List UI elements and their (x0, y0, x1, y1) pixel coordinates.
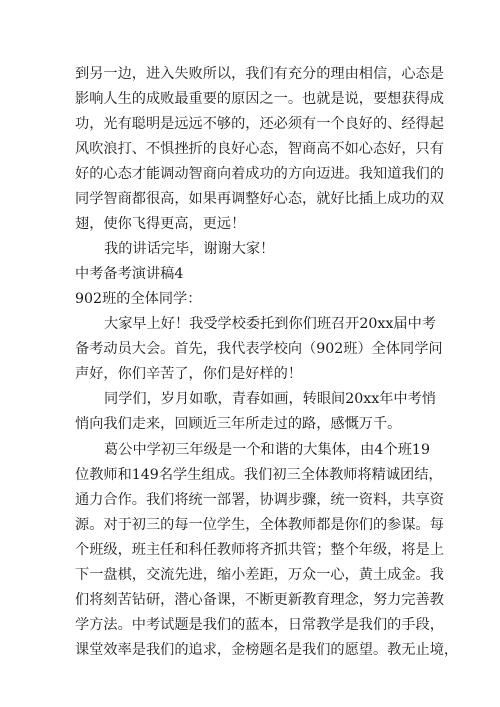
text-line: 同学智商都很高，如果再调整好心态，就好比插上成功的双 (75, 191, 444, 207)
text-line: 影响人生的成败最重要的原因之一。也就是说，要想获得成 (75, 91, 444, 107)
text-line: 同学们，岁月如歌，青春如画，转眼间20xx年中考悄 (104, 391, 436, 407)
text-line: 功，光有聪明是远远不够的，还必须有一个良好的、经得起 (75, 116, 444, 132)
text-line: 下一盘棋，交流先进，缩小差距，万众一心，黄土成金。我 (75, 567, 444, 583)
text-line: 到另一边，进入失败所以，我们有充分的理由相信，心态是 (75, 66, 444, 82)
text-line: 学方法。中考试题是我们的蓝本，日常教学是我们的手段， (75, 617, 444, 633)
text-line: 源。对于初三的每一位学生，全体教师都是你们的参谋。每 (75, 517, 444, 533)
text-line: 风吹浪打、不惧挫折的良好心态，智商高不如心态好，只有 (75, 141, 444, 157)
text-line: 翅，使你飞得更高，更远！ (75, 216, 246, 232)
text-line: 备考动员大会。首先，我代表学校向（902班）全体同学问 (75, 341, 443, 357)
text-line: 们将刻苦钻研，潜心备课，不断更新教育理念，努力完善教 (75, 592, 444, 608)
salutation: 902班的全体同学： (75, 291, 202, 307)
text-line: 声好，你们辛苦了，你们是好样的！ (75, 366, 303, 382)
text-line: 课堂效率是我们的追求，金榜题名是我们的愿望。教无止境， (75, 642, 459, 658)
text-line: 葛公中学初三年级是一个和谐的大集体，由4个班19 (104, 442, 430, 458)
text-line: 好的心态才能调动智商向着成功的方向迈进。我知道我们的 (75, 166, 444, 182)
text-line: 我的讲话完毕，谢谢大家！ (104, 241, 275, 257)
section-heading: 中考备考演讲稿4 (75, 266, 184, 282)
text-line: 个班级，班主任和科任教师将齐抓共管；整个年级，将是上 (75, 542, 444, 558)
text-line: 通力合作。我们将统一部署，协调步骤，统一资料，共享资 (75, 492, 444, 508)
text-line: 位教师和149名学生组成。我们初三全体教师将精诚团结， (75, 467, 443, 483)
text-line: 悄向我们走来，回顾近三年所走过的路，感慨万千。 (75, 416, 402, 432)
text-line: 大家早上好！我受学校委托到你们班召开20xx届中考 (104, 316, 436, 332)
